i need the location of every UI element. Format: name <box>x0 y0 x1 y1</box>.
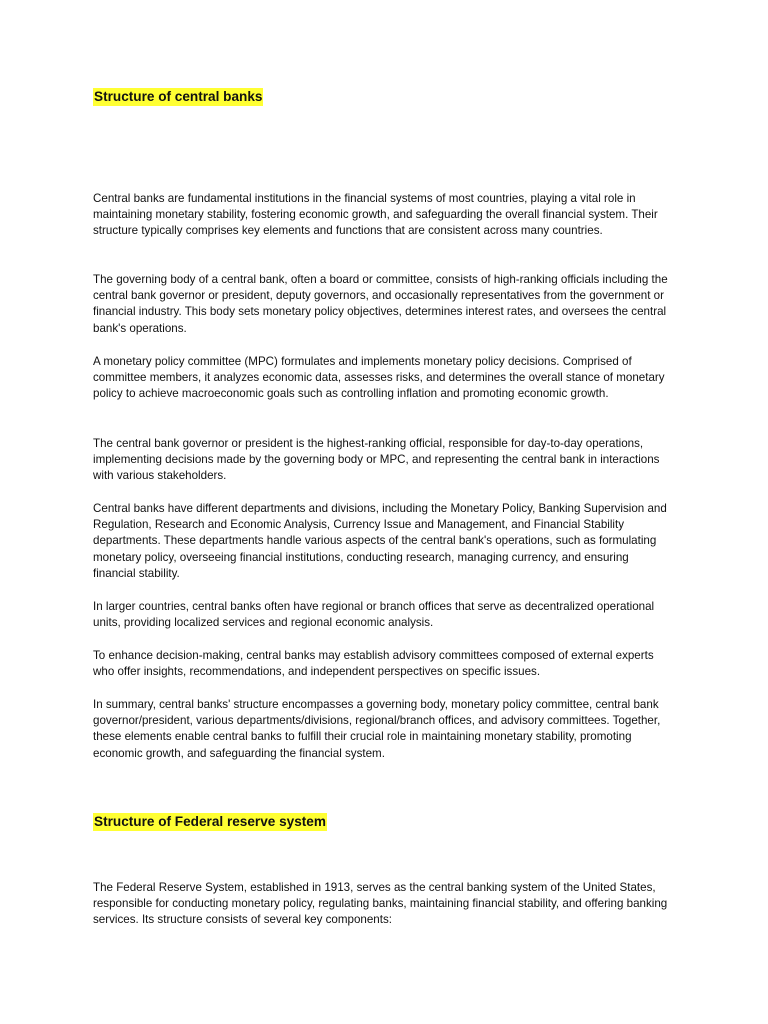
paragraph-mpc: A monetary policy committee (MPC) formulates and implements monetary policy decisions. Comprised of committee members, it analyzes economic data, assesses risks, and determines the overall stance of monetary policy to achieve macroeconomic goals such as controlling inflation and promoting economic growth. <box>93 355 665 401</box>
highlighted-heading-text: Structure of Federal reserve system <box>94 814 326 829</box>
section-heading-central-banks <box>93 88 263 106</box>
paragraph-intro: Central banks are fundamental institutions in the financial systems of most countries, playing a vital role in maintaining monetary stability, fostering economic growth, and safeguarding the overall financial system. Their structure typically comprises key elements and functions that are consistent across many countries. <box>93 192 658 238</box>
paragraph-departments: Central banks have different departments and divisions, including the Monetary Policy, Banking Supervision and Regulation, Research and Economic Analysis, Currency Issue and Management, and Financial Stability departments. These departments handle various aspects of the central bank's operations, such as formulating monetary policy, overseeing financial institutions, conducting research, managing currency, and ensuring financial stability. <box>93 502 667 580</box>
paragraph-advisory-committees: To enhance decision-making, central banks may establish advisory committees composed of external experts who offer insights, recommendations, and independent perspectives on specific issues. <box>93 649 654 679</box>
section-heading-federal-reserve <box>93 813 327 831</box>
paragraph-regional-offices: In larger countries, central banks often have regional or branch offices that serve as decentralized operational units, providing localized services and regional economic analysis. <box>93 600 655 630</box>
paragraph-summary: In summary, central banks' structure encompasses a governing body, monetary policy committee, central bank governor/president, various departments/divisions, regional/branch offices, and advisory committees. Together, these elements enable central banks to fulfill their crucial role in maintaining monetary stability, promoting economic growth, and safeguarding the financial system. <box>93 698 661 760</box>
paragraph-governing-body: The governing body of a central bank, often a board or committee, consists of high-ranking officials including the central bank governor or president, deputy governors, and occasionally representatives from the government or financial industry. This body sets monetary policy objectives, determines interest rates, and oversees the central bank's operations. <box>93 273 668 335</box>
paragraph-governor: The central bank governor or president is the highest-ranking official, responsible for day-to-day operations, implementing decisions made by the governing body or MPC, and representing the central bank in interactions with various stakeholders. <box>93 437 660 483</box>
highlighted-heading-text: Structure of central banks <box>94 89 263 104</box>
paragraph-federal-reserve-intro: The Federal Reserve System, established in 1913, serves as the central banking system of the United States, responsible for conducting monetary policy, regulating banks, maintaining financial stability, and offering banking services. Its structure consists of several key components: <box>93 881 668 927</box>
